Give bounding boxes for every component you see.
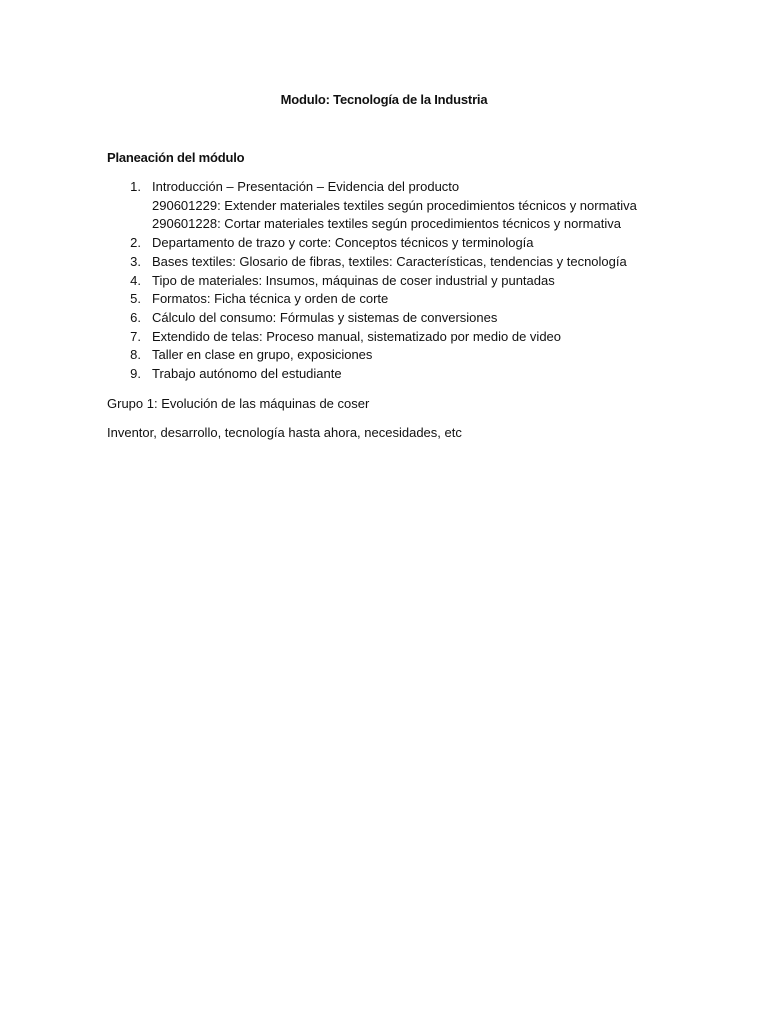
list-item (0, 365, 768, 384)
list-item-number: 7. (130, 328, 141, 344)
list-item (0, 290, 768, 309)
list-item-line: Cálculo del consumo: Fórmulas y sistemas de conversiones (152, 309, 498, 325)
list-item-body (152, 365, 768, 384)
list-item (0, 234, 768, 253)
list-item (0, 309, 768, 328)
plan-list (0, 178, 768, 384)
list-item-number: 8. (130, 347, 141, 363)
section-heading: Planeación del módulo (107, 150, 245, 165)
list-item-body (152, 346, 768, 365)
list-item-line: Trabajo autónomo del estudiante (152, 366, 342, 382)
group-detail: Inventor, desarrollo, tecnología hasta ahora, necesidades, etc (107, 425, 462, 440)
list-item-line: Bases textiles: Glosario de fibras, textiles: Características, tendencias y tecnología (152, 253, 627, 269)
list-item-line: Taller en clase en grupo, exposiciones (152, 347, 373, 363)
list-item-body (152, 272, 768, 291)
list-item-line: Departamento de trazo y corte: Conceptos técnicos y terminología (152, 235, 534, 251)
list-item-number: 3. (130, 253, 141, 269)
list-item-body (152, 253, 768, 272)
list-item-line: 290601229: Extender materiales textiles según procedimientos técnicos y normativa (152, 197, 637, 213)
list-item (0, 328, 768, 347)
list-item-number: 2. (130, 235, 141, 251)
list-item-body (152, 309, 768, 328)
list-item-body (152, 178, 768, 234)
list-item-number: 9. (130, 366, 141, 382)
list-item-line: Introducción – Presentación – Evidencia del producto (152, 179, 460, 194)
document-title: Modulo: Tecnología de la Industria (280, 92, 488, 107)
list-item (0, 253, 768, 272)
list-item (0, 272, 768, 291)
list-item-body (152, 328, 768, 347)
list-item-body (152, 234, 768, 253)
list-item-line: Tipo de materiales: Insumos, máquinas de coser industrial y puntadas (152, 272, 555, 288)
list-item-number: 6. (130, 309, 141, 325)
list-item (0, 178, 768, 234)
list-item-body (152, 290, 768, 309)
list-item-number: 4. (130, 272, 141, 288)
list-item-line: Formatos: Ficha técnica y orden de corte (152, 291, 389, 307)
list-item-number: 1. (130, 179, 141, 194)
list-item-number: 5. (130, 291, 141, 307)
list-item-line: Extendido de telas: Proceso manual, sistematizado por medio de video (152, 328, 562, 344)
group-line: Grupo 1: Evolución de las máquinas de coser (107, 396, 370, 411)
list-item-line: 290601228: Cortar materiales textiles según procedimientos técnicos y normativa (152, 216, 621, 232)
list-item (0, 346, 768, 365)
